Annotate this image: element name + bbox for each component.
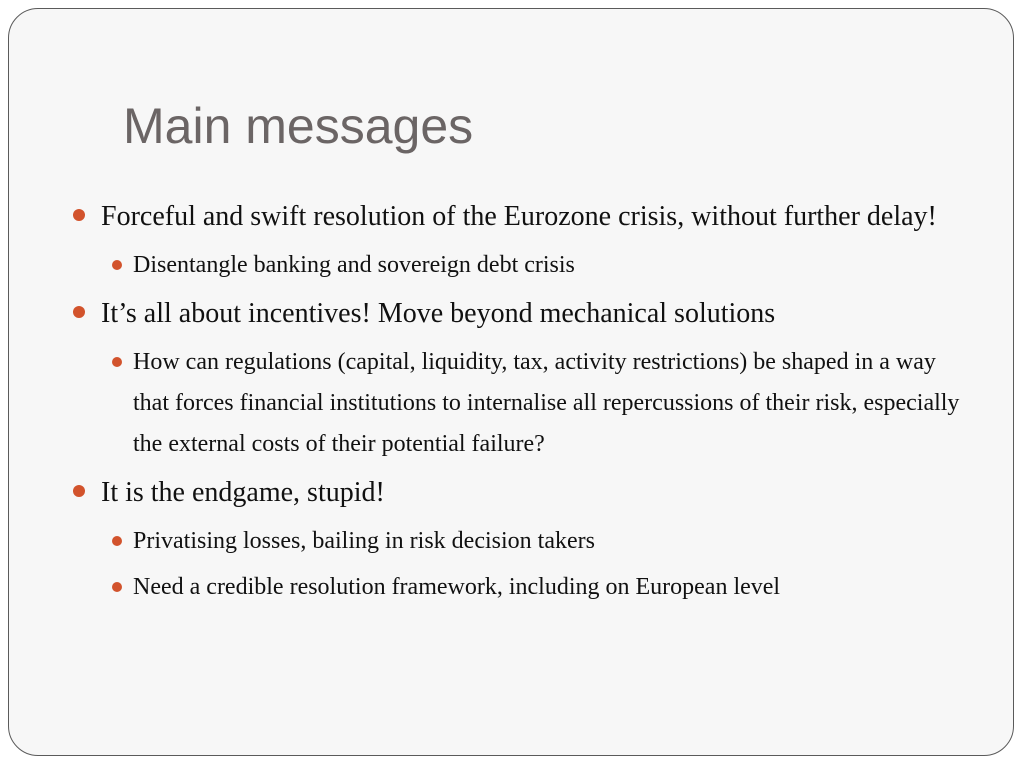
bullet-text: Forceful and swift resolution of the Eurozone crisis, without further delay! bbox=[101, 201, 937, 232]
bullet-dot-icon bbox=[73, 306, 85, 318]
sub-bullet-item bbox=[111, 245, 969, 286]
sub-bullet-text: Privatising losses, bailing in risk decision takers bbox=[133, 528, 595, 554]
sub-bullet-item bbox=[111, 521, 969, 562]
sub-bullet-item bbox=[111, 567, 969, 608]
sub-bullet-text: Need a credible resolution framework, including on European level bbox=[133, 574, 781, 600]
bullet-item bbox=[69, 195, 969, 239]
bullet-item bbox=[69, 292, 969, 336]
bullet-text: It is the endgame, stupid! bbox=[101, 477, 385, 508]
slide-title: Main messages bbox=[123, 98, 474, 154]
sub-bullet-text: How can regulations (capital, liquidity, tax, activity restrictions) be shaped in a way that forces financial institutions to internalise all repercussions of their risk, especially the external costs of their potential failure? bbox=[133, 349, 960, 457]
bullet-dot-icon bbox=[73, 209, 85, 221]
sub-bullet-dot-icon bbox=[112, 582, 122, 592]
sub-bullet-dot-icon bbox=[112, 260, 122, 270]
bullet-dot-icon bbox=[73, 485, 85, 497]
bullet-text: It’s all about incentives! Move beyond mechanical solutions bbox=[101, 298, 776, 329]
sub-bullet-dot-icon bbox=[112, 357, 122, 367]
sub-bullet-dot-icon bbox=[112, 536, 122, 546]
sub-bullet-text: Disentangle banking and sovereign debt crisis bbox=[133, 252, 575, 278]
bullet-item bbox=[69, 471, 969, 515]
bullet-list bbox=[69, 195, 969, 608]
slide-frame bbox=[8, 8, 1014, 756]
sub-bullet-item bbox=[111, 342, 969, 465]
